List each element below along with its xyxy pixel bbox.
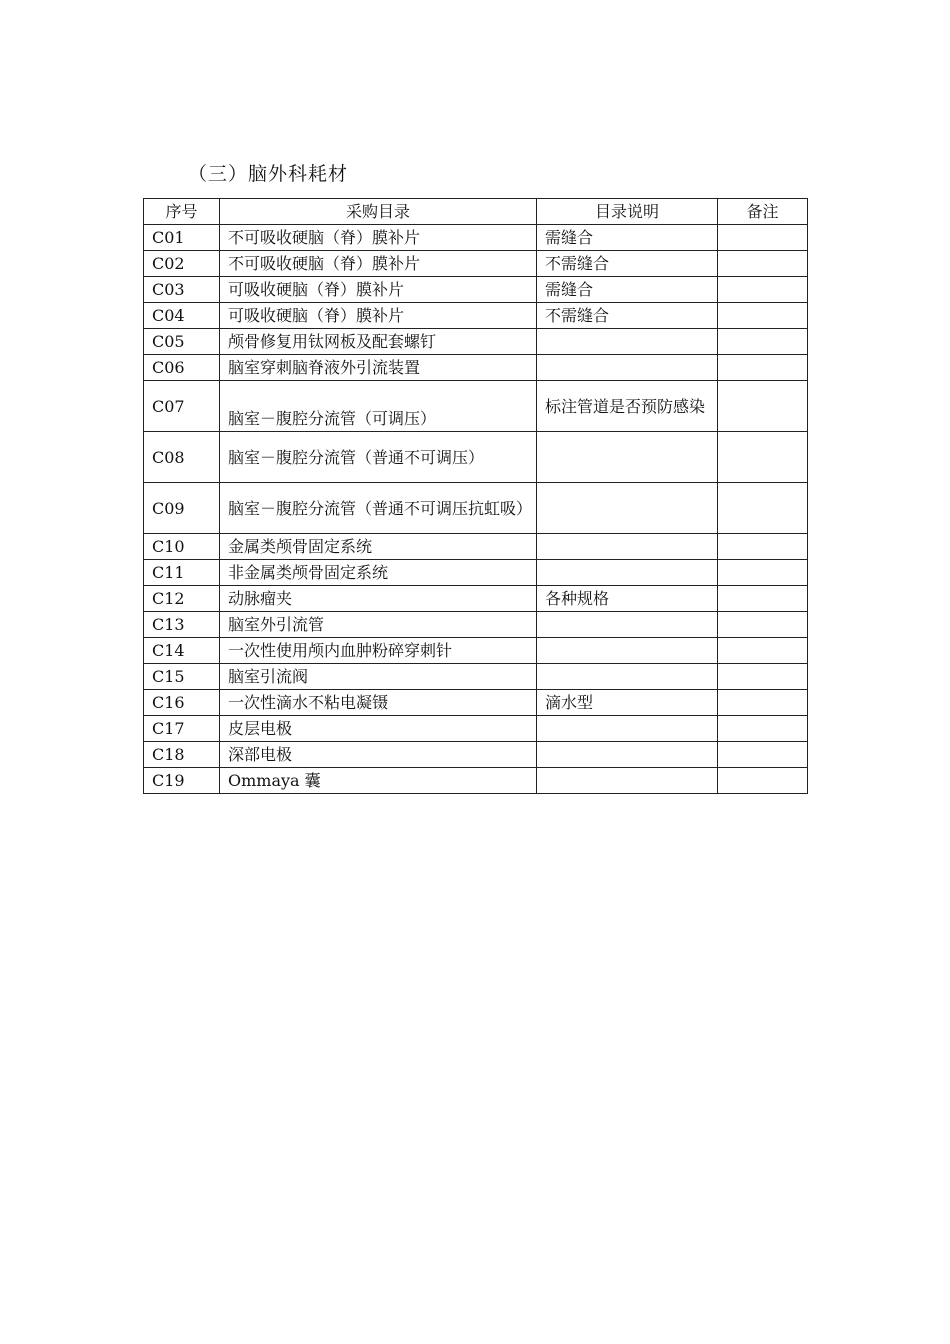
header-note: 备注	[718, 199, 808, 225]
catalog-table	[143, 198, 808, 794]
cell-note	[718, 483, 808, 534]
cell-item: 金属类颅骨固定系统	[220, 534, 537, 560]
cell-desc: 各种规格	[537, 586, 718, 612]
header-no: 序号	[144, 199, 220, 225]
table-row	[144, 664, 808, 690]
cell-note	[718, 716, 808, 742]
cell-item: Ommaya 囊	[220, 768, 537, 794]
cell-item: 颅骨修复用钛网板及配套螺钉	[220, 329, 537, 355]
cell-desc	[537, 329, 718, 355]
cell-no: C16	[144, 690, 220, 716]
cell-item: 脑室－腹腔分流管（普通不可调压抗虹吸）	[220, 483, 537, 534]
cell-desc: 不需缝合	[537, 251, 718, 277]
table-row	[144, 432, 808, 483]
table-row	[144, 586, 808, 612]
table-row	[144, 716, 808, 742]
cell-item: 不可吸收硬脑（脊）膜补片	[220, 251, 537, 277]
cell-no: C01	[144, 225, 220, 251]
table-row	[144, 742, 808, 768]
cell-no: C11	[144, 560, 220, 586]
header-desc: 目录说明	[537, 199, 718, 225]
table-row	[144, 560, 808, 586]
table-row	[144, 251, 808, 277]
cell-item: 可吸收硬脑（脊）膜补片	[220, 277, 537, 303]
cell-desc	[537, 560, 718, 586]
cell-desc: 滴水型	[537, 690, 718, 716]
table-row	[144, 483, 808, 534]
cell-desc	[537, 716, 718, 742]
cell-desc	[537, 432, 718, 483]
cell-note	[718, 586, 808, 612]
cell-note	[718, 612, 808, 638]
cell-desc	[537, 664, 718, 690]
cell-note	[718, 303, 808, 329]
cell-no: C02	[144, 251, 220, 277]
table-row	[144, 329, 808, 355]
table-row	[144, 355, 808, 381]
table-row	[144, 768, 808, 794]
cell-desc: 需缝合	[537, 225, 718, 251]
table-row	[144, 225, 808, 251]
cell-note	[718, 638, 808, 664]
cell-note	[718, 355, 808, 381]
cell-item: 一次性使用颅内血肿粉碎穿刺针	[220, 638, 537, 664]
cell-no: C12	[144, 586, 220, 612]
cell-no: C18	[144, 742, 220, 768]
cell-note	[718, 560, 808, 586]
cell-item: 深部电极	[220, 742, 537, 768]
cell-no: C10	[144, 534, 220, 560]
cell-note	[718, 534, 808, 560]
cell-item: 皮层电极	[220, 716, 537, 742]
cell-desc	[537, 534, 718, 560]
cell-desc	[537, 355, 718, 381]
cell-note	[718, 251, 808, 277]
cell-no: C07	[144, 381, 220, 432]
cell-item: 一次性滴水不粘电凝镊	[220, 690, 537, 716]
cell-no: C19	[144, 768, 220, 794]
page-title: （三）脑外科耗材	[188, 163, 349, 185]
cell-item: 动脉瘤夹	[220, 586, 537, 612]
cell-item: 脑室引流阀	[220, 664, 537, 690]
cell-desc	[537, 483, 718, 534]
cell-no: C03	[144, 277, 220, 303]
cell-desc	[537, 612, 718, 638]
cell-item: 脑室穿刺脑脊液外引流装置	[220, 355, 537, 381]
cell-item: 脑室－腹腔分流管（普通不可调压）	[220, 432, 537, 483]
cell-note	[718, 381, 808, 432]
cell-no: C08	[144, 432, 220, 483]
cell-desc	[537, 742, 718, 768]
cell-desc: 标注管道是否预防感染	[537, 381, 718, 432]
cell-desc	[537, 768, 718, 794]
cell-note	[718, 277, 808, 303]
table-row	[144, 534, 808, 560]
cell-item: 不可吸收硬脑（脊）膜补片	[220, 225, 537, 251]
cell-note	[718, 690, 808, 716]
table-row	[144, 303, 808, 329]
cell-desc	[537, 638, 718, 664]
cell-note	[718, 432, 808, 483]
cell-item: 脑室外引流管	[220, 612, 537, 638]
cell-desc: 需缝合	[537, 277, 718, 303]
cell-note	[718, 329, 808, 355]
cell-item: 脑室－腹腔分流管（可调压）	[220, 381, 537, 432]
cell-note	[718, 742, 808, 768]
table-row	[144, 381, 808, 432]
cell-no: C04	[144, 303, 220, 329]
cell-item: 非金属类颅骨固定系统	[220, 560, 537, 586]
cell-no: C06	[144, 355, 220, 381]
cell-note	[718, 225, 808, 251]
cell-no: C13	[144, 612, 220, 638]
table-row	[144, 277, 808, 303]
table-row	[144, 612, 808, 638]
table-header-row	[144, 199, 808, 225]
cell-desc: 不需缝合	[537, 303, 718, 329]
header-item: 采购目录	[220, 199, 537, 225]
cell-no: C09	[144, 483, 220, 534]
cell-no: C05	[144, 329, 220, 355]
table-row	[144, 638, 808, 664]
cell-note	[718, 768, 808, 794]
cell-note	[718, 664, 808, 690]
cell-no: C17	[144, 716, 220, 742]
table-row	[144, 690, 808, 716]
cell-no: C14	[144, 638, 220, 664]
cell-no: C15	[144, 664, 220, 690]
cell-item: 可吸收硬脑（脊）膜补片	[220, 303, 537, 329]
